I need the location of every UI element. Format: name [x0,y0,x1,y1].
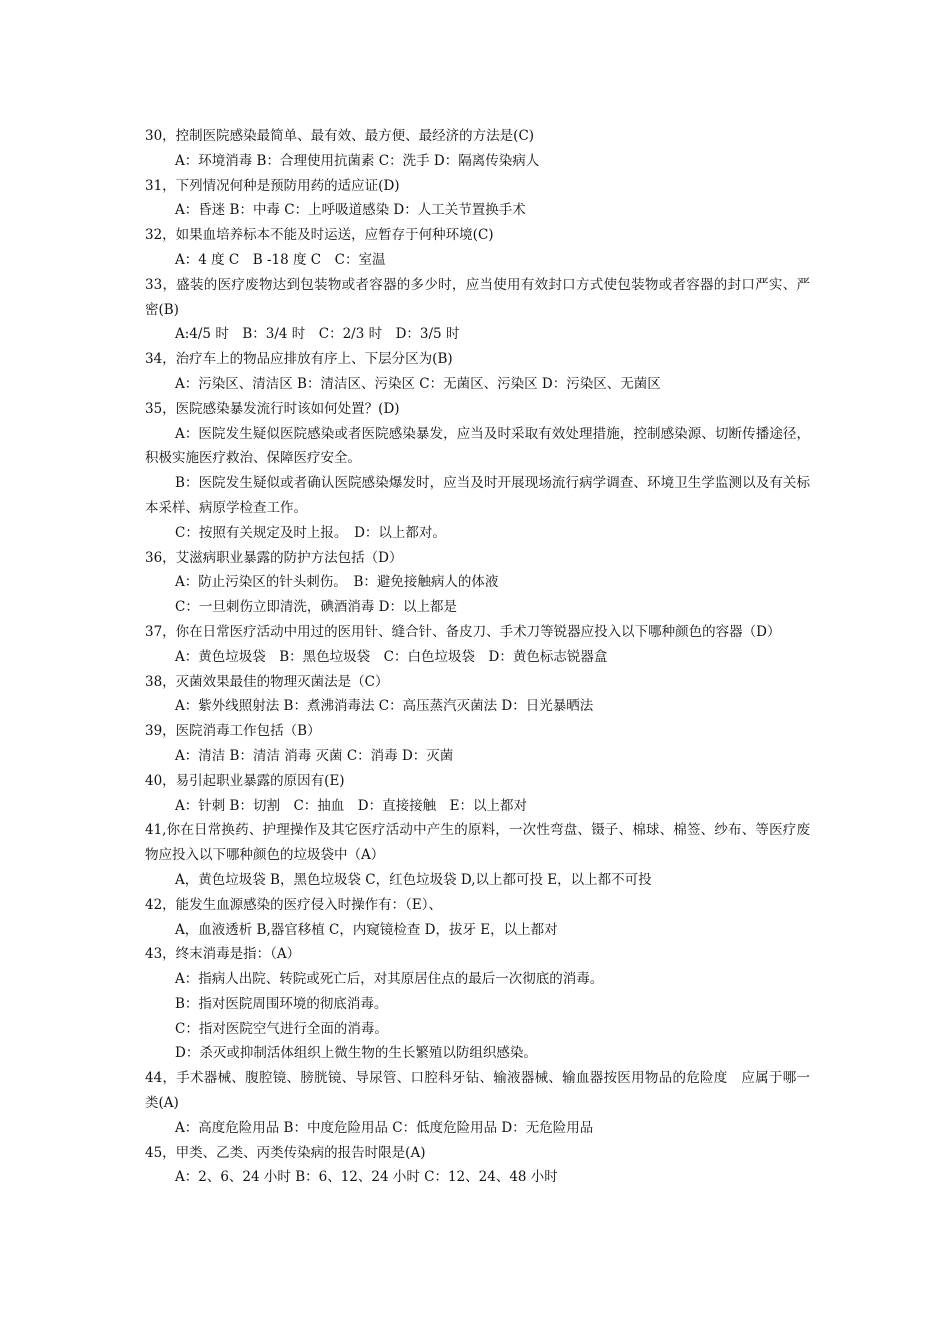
answer-option-text: A：针刺 B：切割 C：抽血 D：直接接触 E：以上都对 [175,797,527,814]
question-text: 38，灭菌效果最佳的物理灭菌法是（C） [145,673,389,690]
answer-option-text: D：杀灭或抑制活体组织上微生物的生长繁殖以防组织感染。 [175,1045,537,1062]
answer-option-text: A：指病人出院、转院或死亡后，对其原居住点的最后一次彻底的消毒。 [175,971,604,988]
answer-option-text: A，黄色垃圾袋 B，黑色垃圾袋 C，红色垃圾袋 D,以上都可投 E，以上都不可投 [175,871,652,888]
answer-option-text: A：清洁 B：清洁 消毒 灭菌 C：消毒 D：灭菌 [175,747,454,764]
question-text: 32，如果血培养标本不能及时运送，应暂存于何种环境(C) [145,227,494,244]
question-text: 37，你在日常医疗活动中用过的医用针、缝合针、备皮刀、手术刀等锐器应投入以下哪种颜色的容器（D） [145,623,781,640]
document-body [145,124,810,1190]
question-text: 45，甲类、乙类、丙类传染病的报告时限是(A) [145,1144,426,1161]
answer-option-text: A：高度危险用品 B：中度危险用品 C：低度危险用品 D：无危险用品 [175,1119,594,1136]
question-text: 34，治疗车上的物品应排放有序上、下层分区为(B) [145,351,453,368]
question-text: 36，艾滋病职业暴露的防护方法包括（D） [145,549,403,566]
answer-option-text: A：4 度 C B -18 度 C C：室温 [175,251,386,268]
question-text: 39，医院消毒工作包括（B） [145,723,321,740]
answer-option-text: C：按照有关规定及时上报。 D：以上都对。 [175,524,446,541]
answer-option-text: A：昏迷 B：中毒 C：上呼吸道感染 D：人工关节置换手术 [175,202,526,219]
question-text: 30，控制医院感染最简单、最有效、最方便、最经济的方法是(C) [145,128,535,144]
question-text: 35，医院感染暴发流行时该如何处置？(D) [145,400,400,417]
answer-option-text: A，血液透析 B,器官移植 C，内窥镜检查 D，拔牙 E，以上都对 [175,921,558,938]
answer-option-text: C：指对医院空气进行全面的消毒。 [175,1020,388,1037]
question-text: 41,你在日常换药、护理操作及其它医疗活动中产生的原料，一次性弯盘、镊子、棉球、棉签、纱布、等医疗废物应投入以下哪种颜色的垃圾袋中（A） [145,822,810,864]
question-text: 33，盛装的医疗废物达到包装物或者容器的多少时，应当使用有效封口方式使包装物或者容器的封口严实、严密(B) [145,276,810,318]
question-text: 44，手术器械、腹腔镜、膀胱镜、导尿管、口腔科牙钻、输液器械、输血器按医用物品的危险度 应属于哪一类(A) [145,1070,810,1112]
question-text: 40，易引起职业暴露的原因有(E) [145,772,345,789]
question-text: 42，能发生血源感染的医疗侵入时操作有：（E）、 [145,896,443,913]
answer-option-text: A：黄色垃圾袋 B：黑色垃圾袋 C：白色垃圾袋 D：黄色标志锐器盒 [175,648,608,665]
question-text: 43，终末消毒是指：（A） [145,946,301,963]
answer-option-text: A:4/5 时 B：3/4 时 C：2/3 时 D：3/5 时 [175,326,460,343]
answer-option-text: B：指对医院周围环境的彻底消毒。 [175,995,388,1012]
answer-option-text: A：防止污染区的针头刺伤。 B：避免接触病人的体液 [175,574,499,591]
answer-option-text: A：污染区、清洁区 B：清洁区、污染区 C：无菌区、污染区 D：污染区、无菌区 [175,375,661,392]
answer-option-text: C：一旦刺伤立即清洗，碘酒消毒 D：以上都是 [175,599,457,616]
answer-option-text: A：医院发生疑似医院感染或者医院感染暴发，应当及时采取有效处理措施，控制感染源、切断传播途径，积极实施医疗救治、保障医疗安全。 [145,425,810,467]
answer-option-text: A：2、6、24 小时 B：6、12、24 小时 C：12、24、48 小时 [175,1169,558,1186]
answer-option-text: A：紫外线照射法 B：煮沸消毒法 C：高压蒸汽灭菌法 D：日光暴晒法 [175,698,594,715]
question-text: 31，下列情况何种是预防用药的适应证(D) [145,177,400,194]
answer-option-text: A：环境消毒 B：合理使用抗菌素 C：洗手 D：隔离传染病人 [175,152,540,169]
answer-option-text: B：医院发生疑似或者确认医院感染爆发时，应当及时开展现场流行病学调查、环境卫生学监测以及有关标本采样、病原学检查工作。 [145,475,810,516]
